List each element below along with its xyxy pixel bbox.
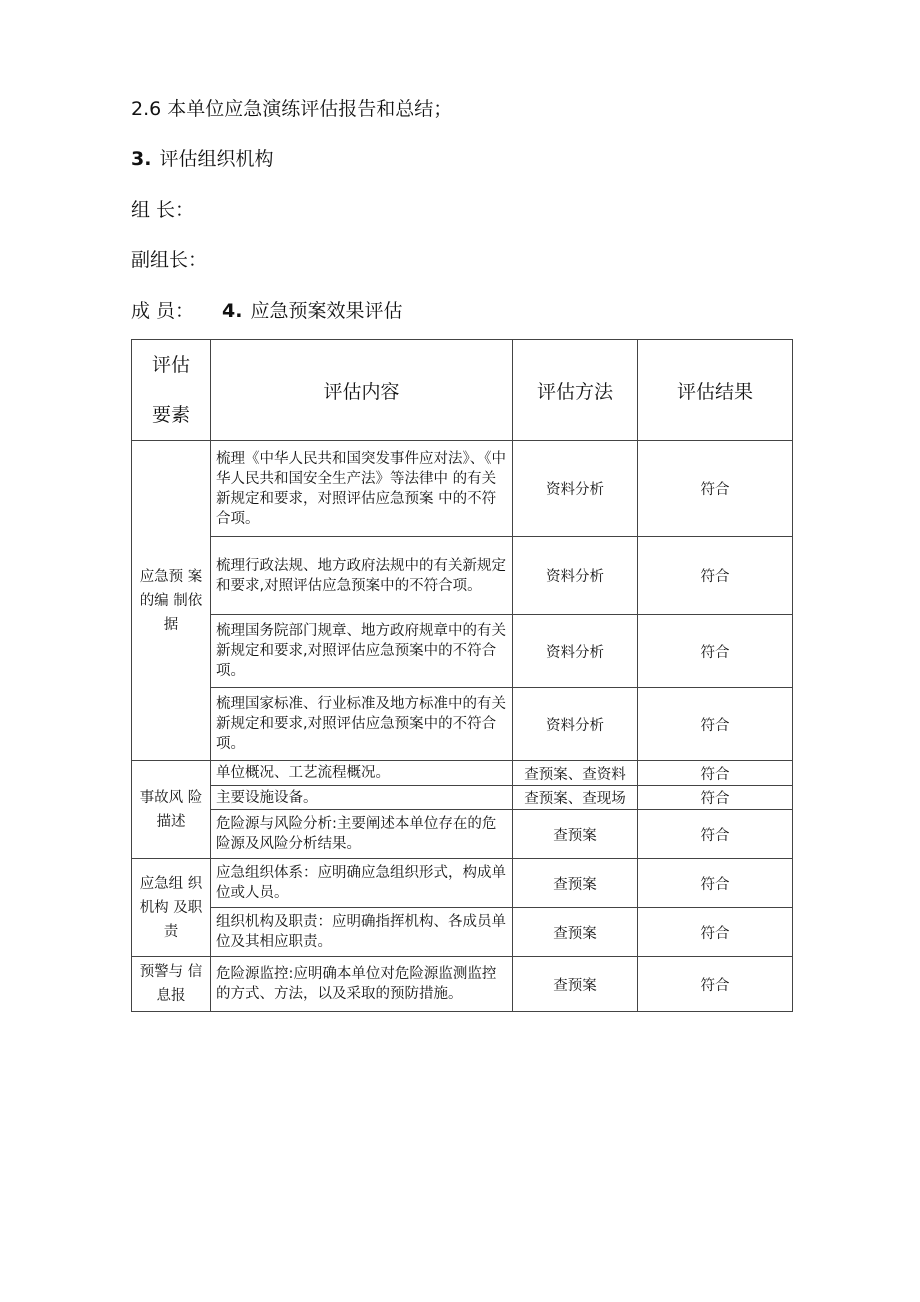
section-4-title: 应急预案效果评估: [250, 300, 403, 322]
evaluation-table: [131, 339, 793, 1012]
row-result: 符合: [638, 441, 793, 537]
item-2-6: 2.6 本单位应急演练评估报告和总结；: [131, 98, 453, 120]
table-row: [132, 957, 793, 1012]
table-row: [132, 441, 793, 537]
group-element: 应急组 织机构 及职责: [132, 859, 211, 957]
header-content: 评估内容: [211, 340, 513, 441]
row-content: 单位概况、工艺流程概况。: [211, 761, 513, 786]
table-row: [132, 537, 793, 615]
row-content: 梳理国务院部门规章、地方政府规章中的有关新规定和要求,对照评估应急预案中的不符合项。: [211, 615, 513, 688]
leader-label: 组 长：: [131, 199, 195, 221]
row-method: 查预案、查现场: [513, 786, 638, 810]
row-content: 危险源监控:应明确本单位对危险源监测监控的方式、方法，以及采取的预防措施。: [211, 957, 513, 1012]
table-row: [132, 908, 793, 957]
row-method: 查预案: [513, 859, 638, 908]
members-and-section-4: [131, 299, 403, 323]
table-row: [132, 688, 793, 761]
row-method: 资料分析: [513, 615, 638, 688]
row-content: 危险源与风险分析:主要阐述本单位存在的危险源及风险分析结果。: [211, 810, 513, 859]
section-3-heading: [131, 147, 273, 171]
row-result: 符合: [638, 908, 793, 957]
row-result: 符合: [638, 859, 793, 908]
row-result: 符合: [638, 786, 793, 810]
table-row: [132, 786, 793, 810]
group-element: 预警与 信息报: [132, 957, 211, 1012]
row-result: 符合: [638, 537, 793, 615]
table-row: [132, 761, 793, 786]
row-content: 组织机构及职责：应明确指挥机构、各成员单位及其相应职责。: [211, 908, 513, 957]
table-header-row: [132, 340, 793, 441]
table-row: [132, 859, 793, 908]
group-element: 应急预 案的编 制依据: [132, 441, 211, 761]
members-label: 成 员：: [131, 300, 195, 322]
table-row: [132, 810, 793, 859]
section-4-number: 4.: [222, 300, 243, 322]
deputy-label: 副组长：: [131, 249, 208, 271]
row-method: 资料分析: [513, 688, 638, 761]
row-content: 梳理国家标准、行业标准及地方标准中的有关新规定和要求,对照评估应急预案中的不符合项。: [211, 688, 513, 761]
row-content: 梳理行政法规、地方政府法规中的有关新规定和要求,对照评估应急预案中的不符合项。: [211, 537, 513, 615]
row-result: 符合: [638, 615, 793, 688]
row-content: 梳理《中华人民共和国突发事件应对法》、《中华人民共和国安全生产法》等法律中 的有关新规定和要求，对照评估应急预案 中的不符合项。: [211, 441, 513, 537]
row-method: 查预案: [513, 810, 638, 859]
row-result: 符合: [638, 761, 793, 786]
row-result: 符合: [638, 957, 793, 1012]
row-result: 符合: [638, 688, 793, 761]
section-3-number: 3.: [131, 148, 152, 170]
row-content: 应急组织体系：应明确应急组织形式，构成单位或人员。: [211, 859, 513, 908]
header-element-line1: 评估: [151, 354, 190, 376]
row-method: 查预案: [513, 908, 638, 957]
header-method: 评估方法: [513, 340, 638, 441]
header-element-line2: 要素: [151, 404, 190, 426]
header-element: [132, 340, 211, 441]
row-method: 资料分析: [513, 537, 638, 615]
table-row: [132, 615, 793, 688]
row-method: 资料分析: [513, 441, 638, 537]
section-3-title: 评估组织机构: [159, 148, 274, 170]
row-result: 符合: [638, 810, 793, 859]
row-method: 查预案: [513, 957, 638, 1012]
header-result: 评估结果: [638, 340, 793, 441]
group-element: 事故风 险描述: [132, 761, 211, 859]
row-content: 主要设施设备。: [211, 786, 513, 810]
row-method: 查预案、查资料: [513, 761, 638, 786]
